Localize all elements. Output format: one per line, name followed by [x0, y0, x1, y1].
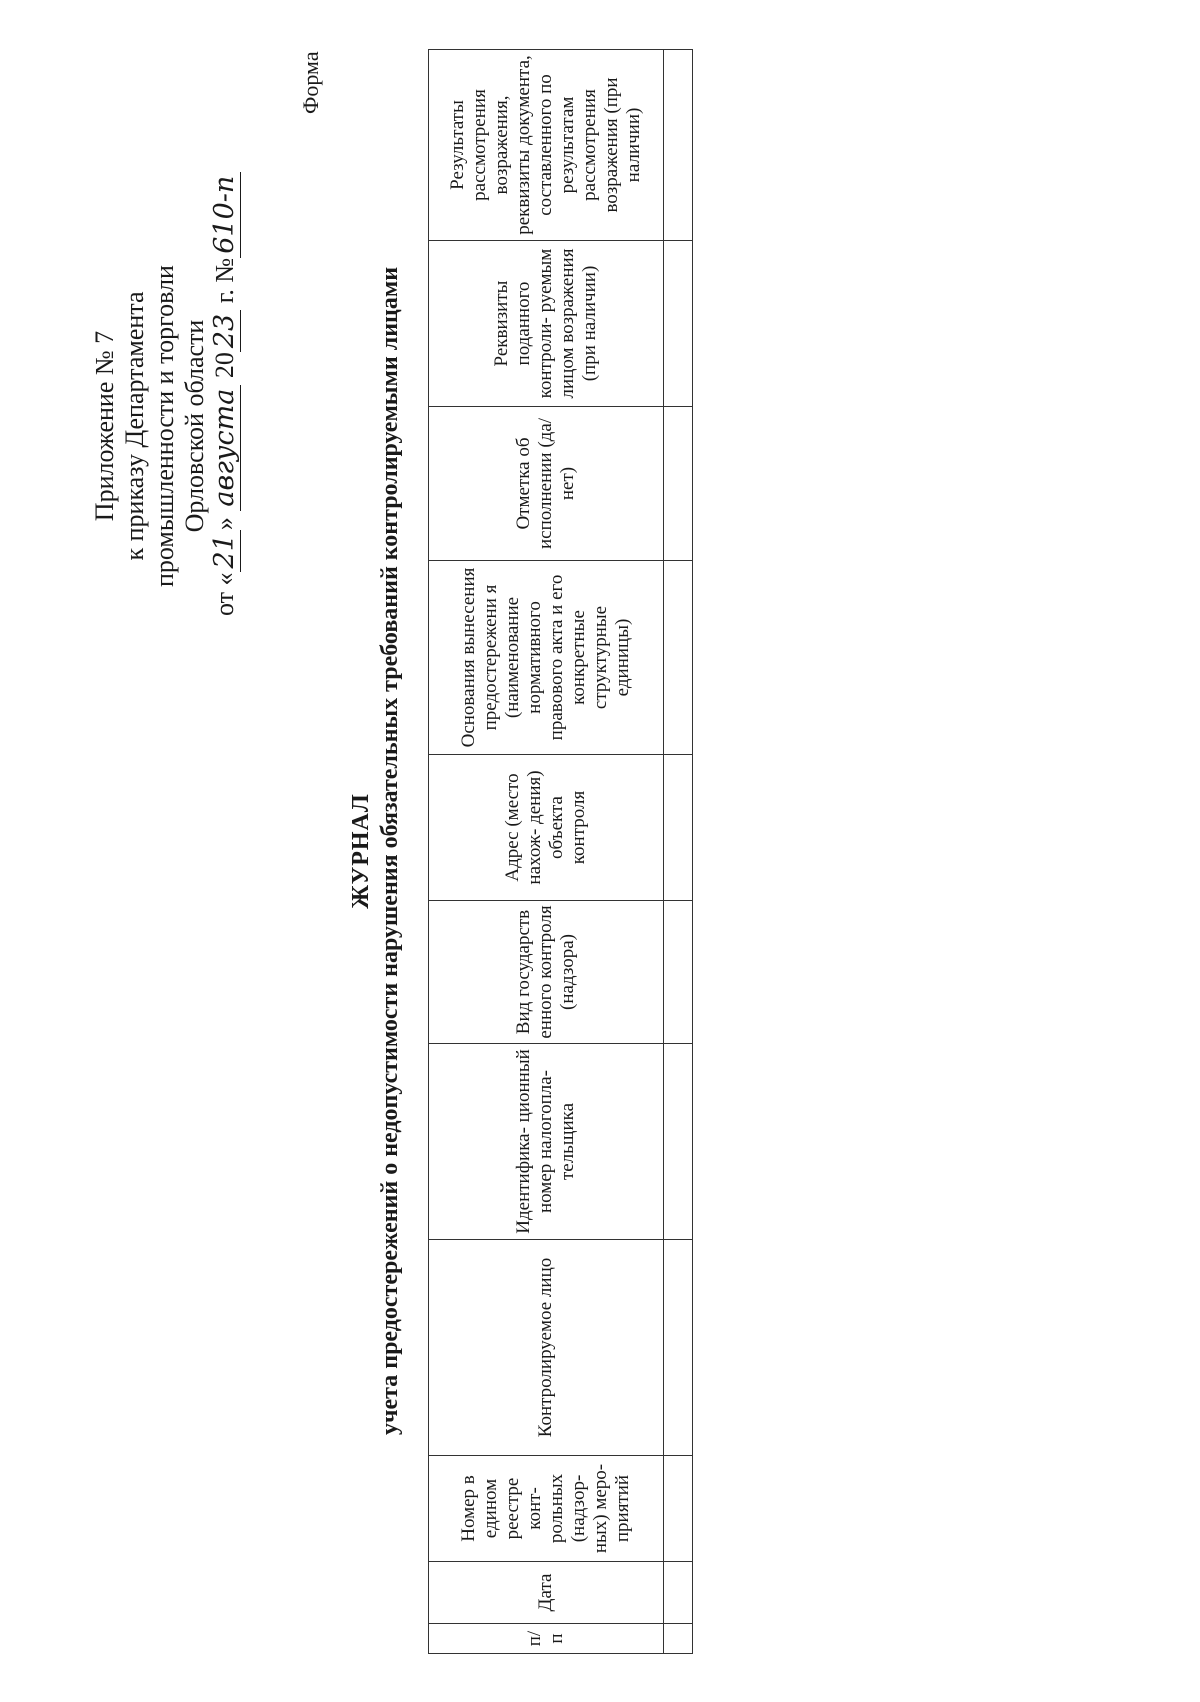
header-cell-grounds: Основания вынесения предостережени я (наименование нормативного правового акта и его конкретные структурные единицы) [429, 561, 664, 755]
table-cell [664, 755, 693, 901]
table-cell [664, 241, 693, 407]
header-cell-inn: Идентифика- ционный номер налогопла- тельщика [429, 1044, 664, 1240]
date-mid: » [210, 517, 239, 531]
header-cell-controlled-person: Контролируемое лицо [429, 1240, 664, 1456]
date-year-prefix: 20 [210, 352, 239, 379]
date-suffix: г. № [210, 257, 239, 304]
date-month: августа [209, 385, 241, 511]
table-cell [664, 561, 693, 755]
appendix-line-3: промышленности и торговли [150, 265, 179, 587]
appendix-line-4: Орловской области [180, 319, 209, 533]
header-cell-objection-details: Реквизиты поданного контроли- руемым лицом возражения (при наличии) [429, 241, 664, 407]
table-cell [664, 1044, 693, 1240]
header-cell-objection-results: Результаты рассмотрения возражения, реквизиты документа, составленного по результатам рассмотрения возражения (при наличии) [429, 50, 664, 241]
appendix-line-1: Приложение № 7 [90, 330, 119, 522]
date-year: 23 [209, 310, 241, 352]
table-cell [664, 1562, 693, 1624]
appendix-block [90, 175, 240, 616]
journal-table [428, 49, 693, 1654]
order-number: 610-п [209, 172, 241, 258]
header-cell-number: п/п [429, 1624, 664, 1654]
table-cell [664, 1240, 693, 1456]
table-cell [664, 1624, 693, 1654]
journal-subtitle: учета предостережений о недопустимости нарушения обязательных требований контролируемыми лицами [377, 266, 403, 1436]
header-cell-execution-mark: Отметка об исполнении (да/ нет) [429, 407, 664, 561]
table-row [664, 50, 693, 1654]
header-cell-address: Адрес (место нахож- дения) объекта контроля [429, 755, 664, 901]
table-cell [664, 1456, 693, 1562]
table-cell [664, 901, 693, 1044]
journal-title: ЖУРНАЛ [348, 793, 374, 909]
date-day: 21 [209, 530, 241, 572]
table-header-row [429, 50, 664, 1654]
appendix-line-2: к приказу Департамента [120, 291, 149, 561]
date-prefix: от « [210, 572, 239, 616]
table-cell [664, 407, 693, 561]
header-cell-date: Дата [429, 1562, 664, 1624]
header-cell-control-type: Вид государств енного контроля (надзора) [429, 901, 664, 1044]
appendix-date-line [209, 175, 240, 616]
header-cell-registry-number: Номер в едином реестре конт- рольных (надзор- ных) меро- приятий [429, 1456, 664, 1562]
form-label: Форма [298, 51, 323, 114]
table-cell [664, 50, 693, 241]
